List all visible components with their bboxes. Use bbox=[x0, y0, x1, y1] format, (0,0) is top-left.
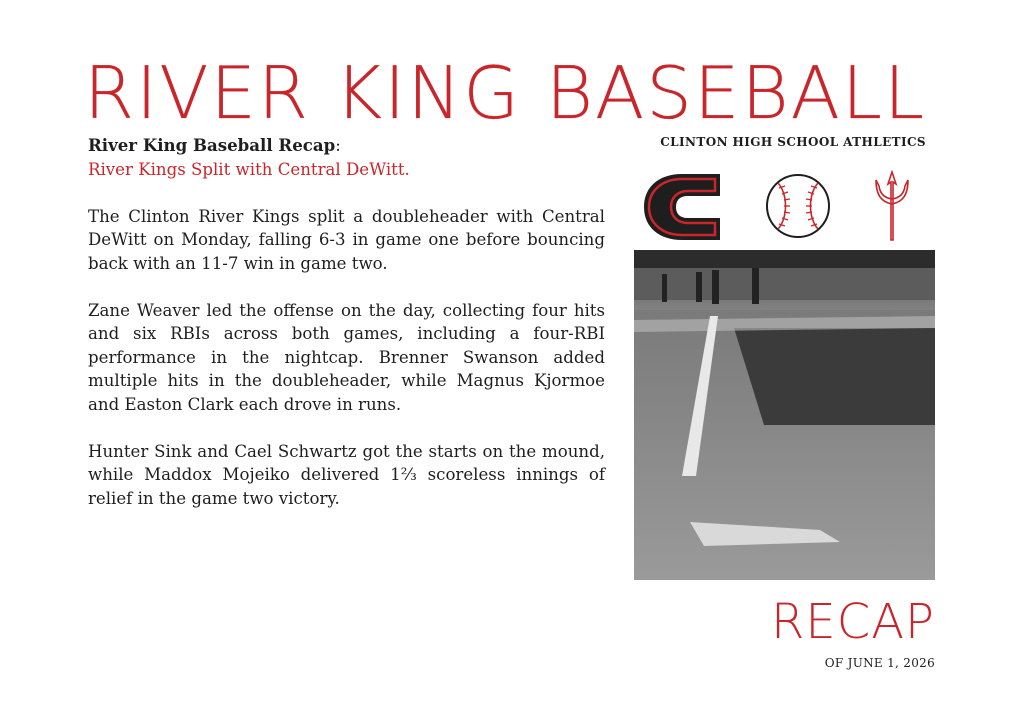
baseball-icon bbox=[764, 172, 832, 240]
logo-row bbox=[636, 168, 936, 244]
article-paragraph-3: Hunter Sink and Cael Schwartz got the starts on the mound, while Maddox Mojeiko delivered 1⅔ scoreless innings of relief in the game two victory. bbox=[88, 441, 605, 508]
recap-heading: River King Baseball Recap bbox=[88, 135, 336, 155]
recap-heading-colon: : bbox=[335, 136, 341, 155]
article-lead bbox=[88, 134, 605, 181]
school-name: CLINTON HIGH SCHOOL ATHLETICS bbox=[660, 135, 926, 149]
recap-label: RECAP bbox=[771, 594, 935, 650]
baseball-field-photo bbox=[634, 250, 935, 580]
article-paragraph-2: Zane Weaver led the offense on the day, collecting four hits and six RBIs across both games, including a four-RBI performance in the nightcap. Brenner Swanson added multiple hits in the doubleheader, while Magnus Kjormoe and Easton Clark each drove in runs. bbox=[88, 300, 605, 414]
trident-icon bbox=[872, 170, 912, 242]
page-title: RIVER KING BASEBALL bbox=[84, 51, 927, 135]
article-body bbox=[88, 134, 605, 534]
article-paragraph-1: The Clinton River Kings split a doubleheader with Central DeWitt on Monday, falling 6-3 in game one before bouncing back with an 11-7 win in game two. bbox=[88, 206, 605, 273]
as-of-date: OF JUNE 1, 2026 bbox=[824, 656, 935, 670]
article-subhead: River Kings Split with Central DeWitt. bbox=[88, 159, 410, 179]
clinton-c-logo-icon bbox=[642, 172, 722, 242]
